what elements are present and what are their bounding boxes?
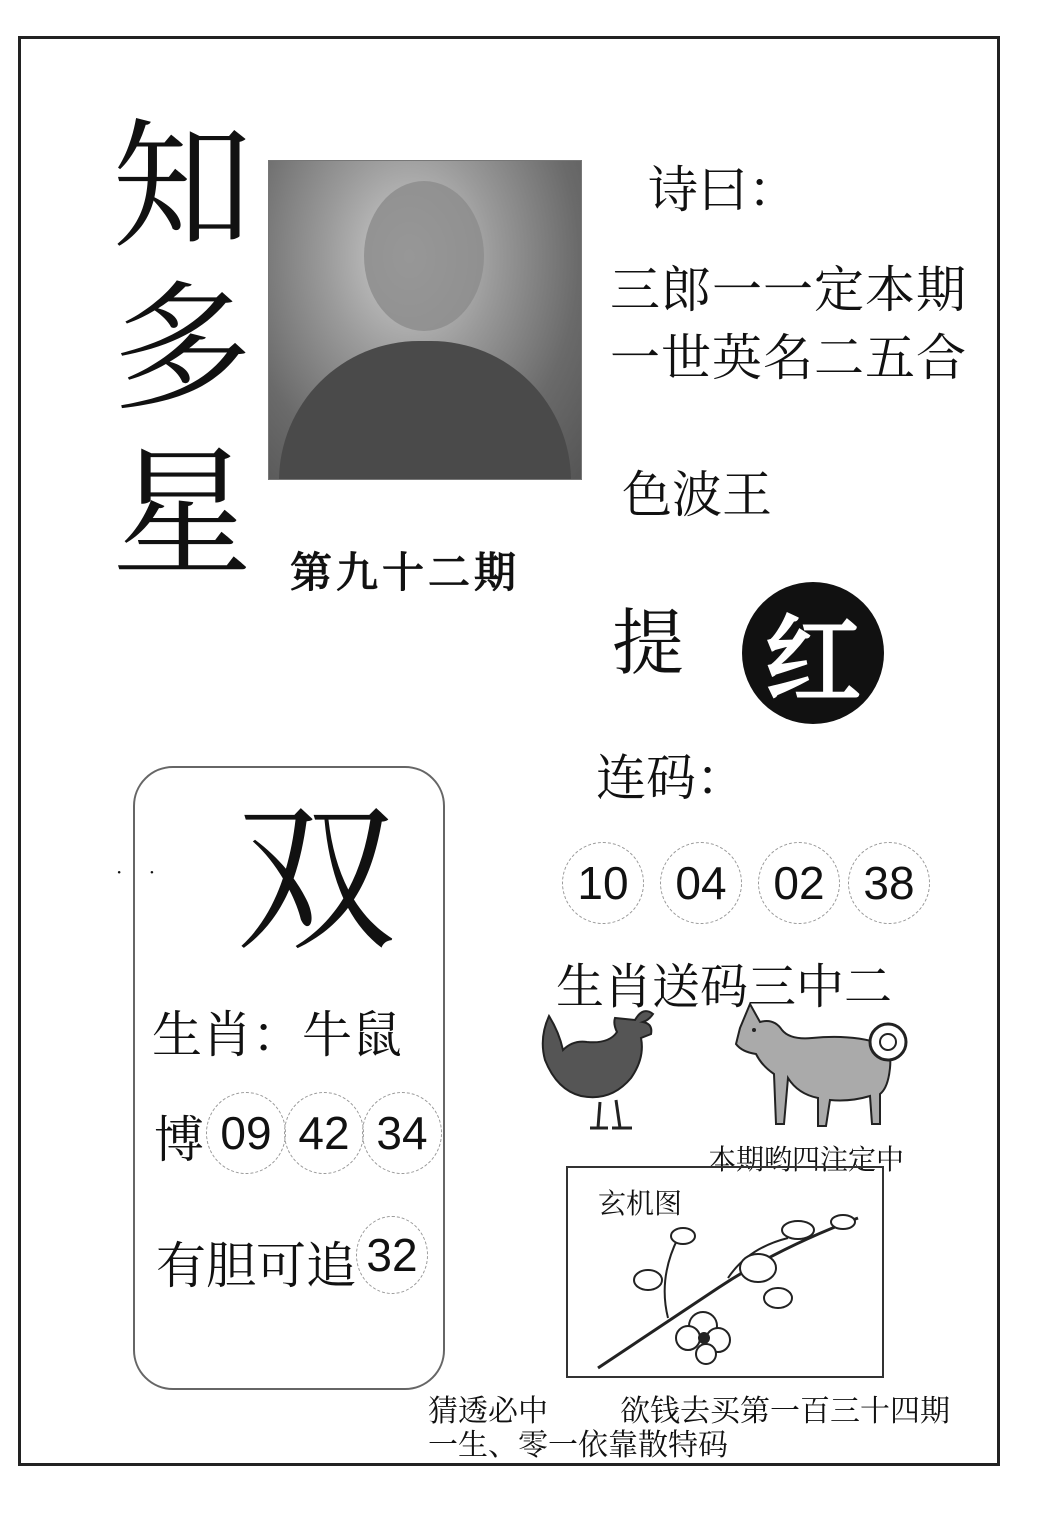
rooster-icon [540,1000,670,1140]
lianma-ball-4: 38 [848,842,930,924]
poem-label: 诗曰： [648,161,798,219]
title-char-2: 多 [112,268,253,431]
poem-line-1: 三郎一一定本期 [610,261,967,319]
footer-line2-text: 一生、零一依靠散特码 [428,1428,728,1463]
flower-branch-icon [588,1208,868,1373]
panel-dare-label: 有胆可追 [156,1237,356,1295]
lianma-label: 连码： [596,749,746,807]
title-char-3: 星 [112,433,253,596]
wave-king: 色波王 [622,466,772,524]
title-char-1: 知 [112,106,253,269]
poem-line-2: 一世英名二五合 [610,329,967,387]
mystery-box [566,1166,884,1378]
portrait-photo [268,160,582,480]
panel-zodiac-label: 生肖：牛鼠 [152,1006,402,1064]
footer-right-text: 欲钱去买第一百三十四期 [620,1394,950,1429]
lianma-ball-2: 04 [660,842,742,924]
bo-ball-2: 42 [284,1092,364,1174]
hint-color-badge [742,582,884,724]
issue-number: 第九十二期 [290,548,521,597]
bo-ball-3: 34 [362,1092,442,1174]
bo-ball-1: 09 [206,1092,286,1174]
dog-icon [720,990,920,1140]
footer-left-text: 猜透必中 [428,1394,548,1429]
dare-ball: 32 [356,1216,428,1294]
lianma-ball-3: 02 [758,842,840,924]
mystery-label: 玄机图 [598,1187,683,1220]
panel-big-char: 双 [236,786,397,973]
hint-color-char: 红 [765,604,861,717]
panel-dots: · · [116,860,166,884]
lianma-ball-1: 10 [562,842,644,924]
zodiac-gift-text: 生肖送码三中二 [556,959,893,1015]
note-four-picks: 本期哟四注定中 [708,1143,905,1176]
panel-bo-label: 博 [154,1111,204,1169]
hint-label: 提 [612,601,685,685]
